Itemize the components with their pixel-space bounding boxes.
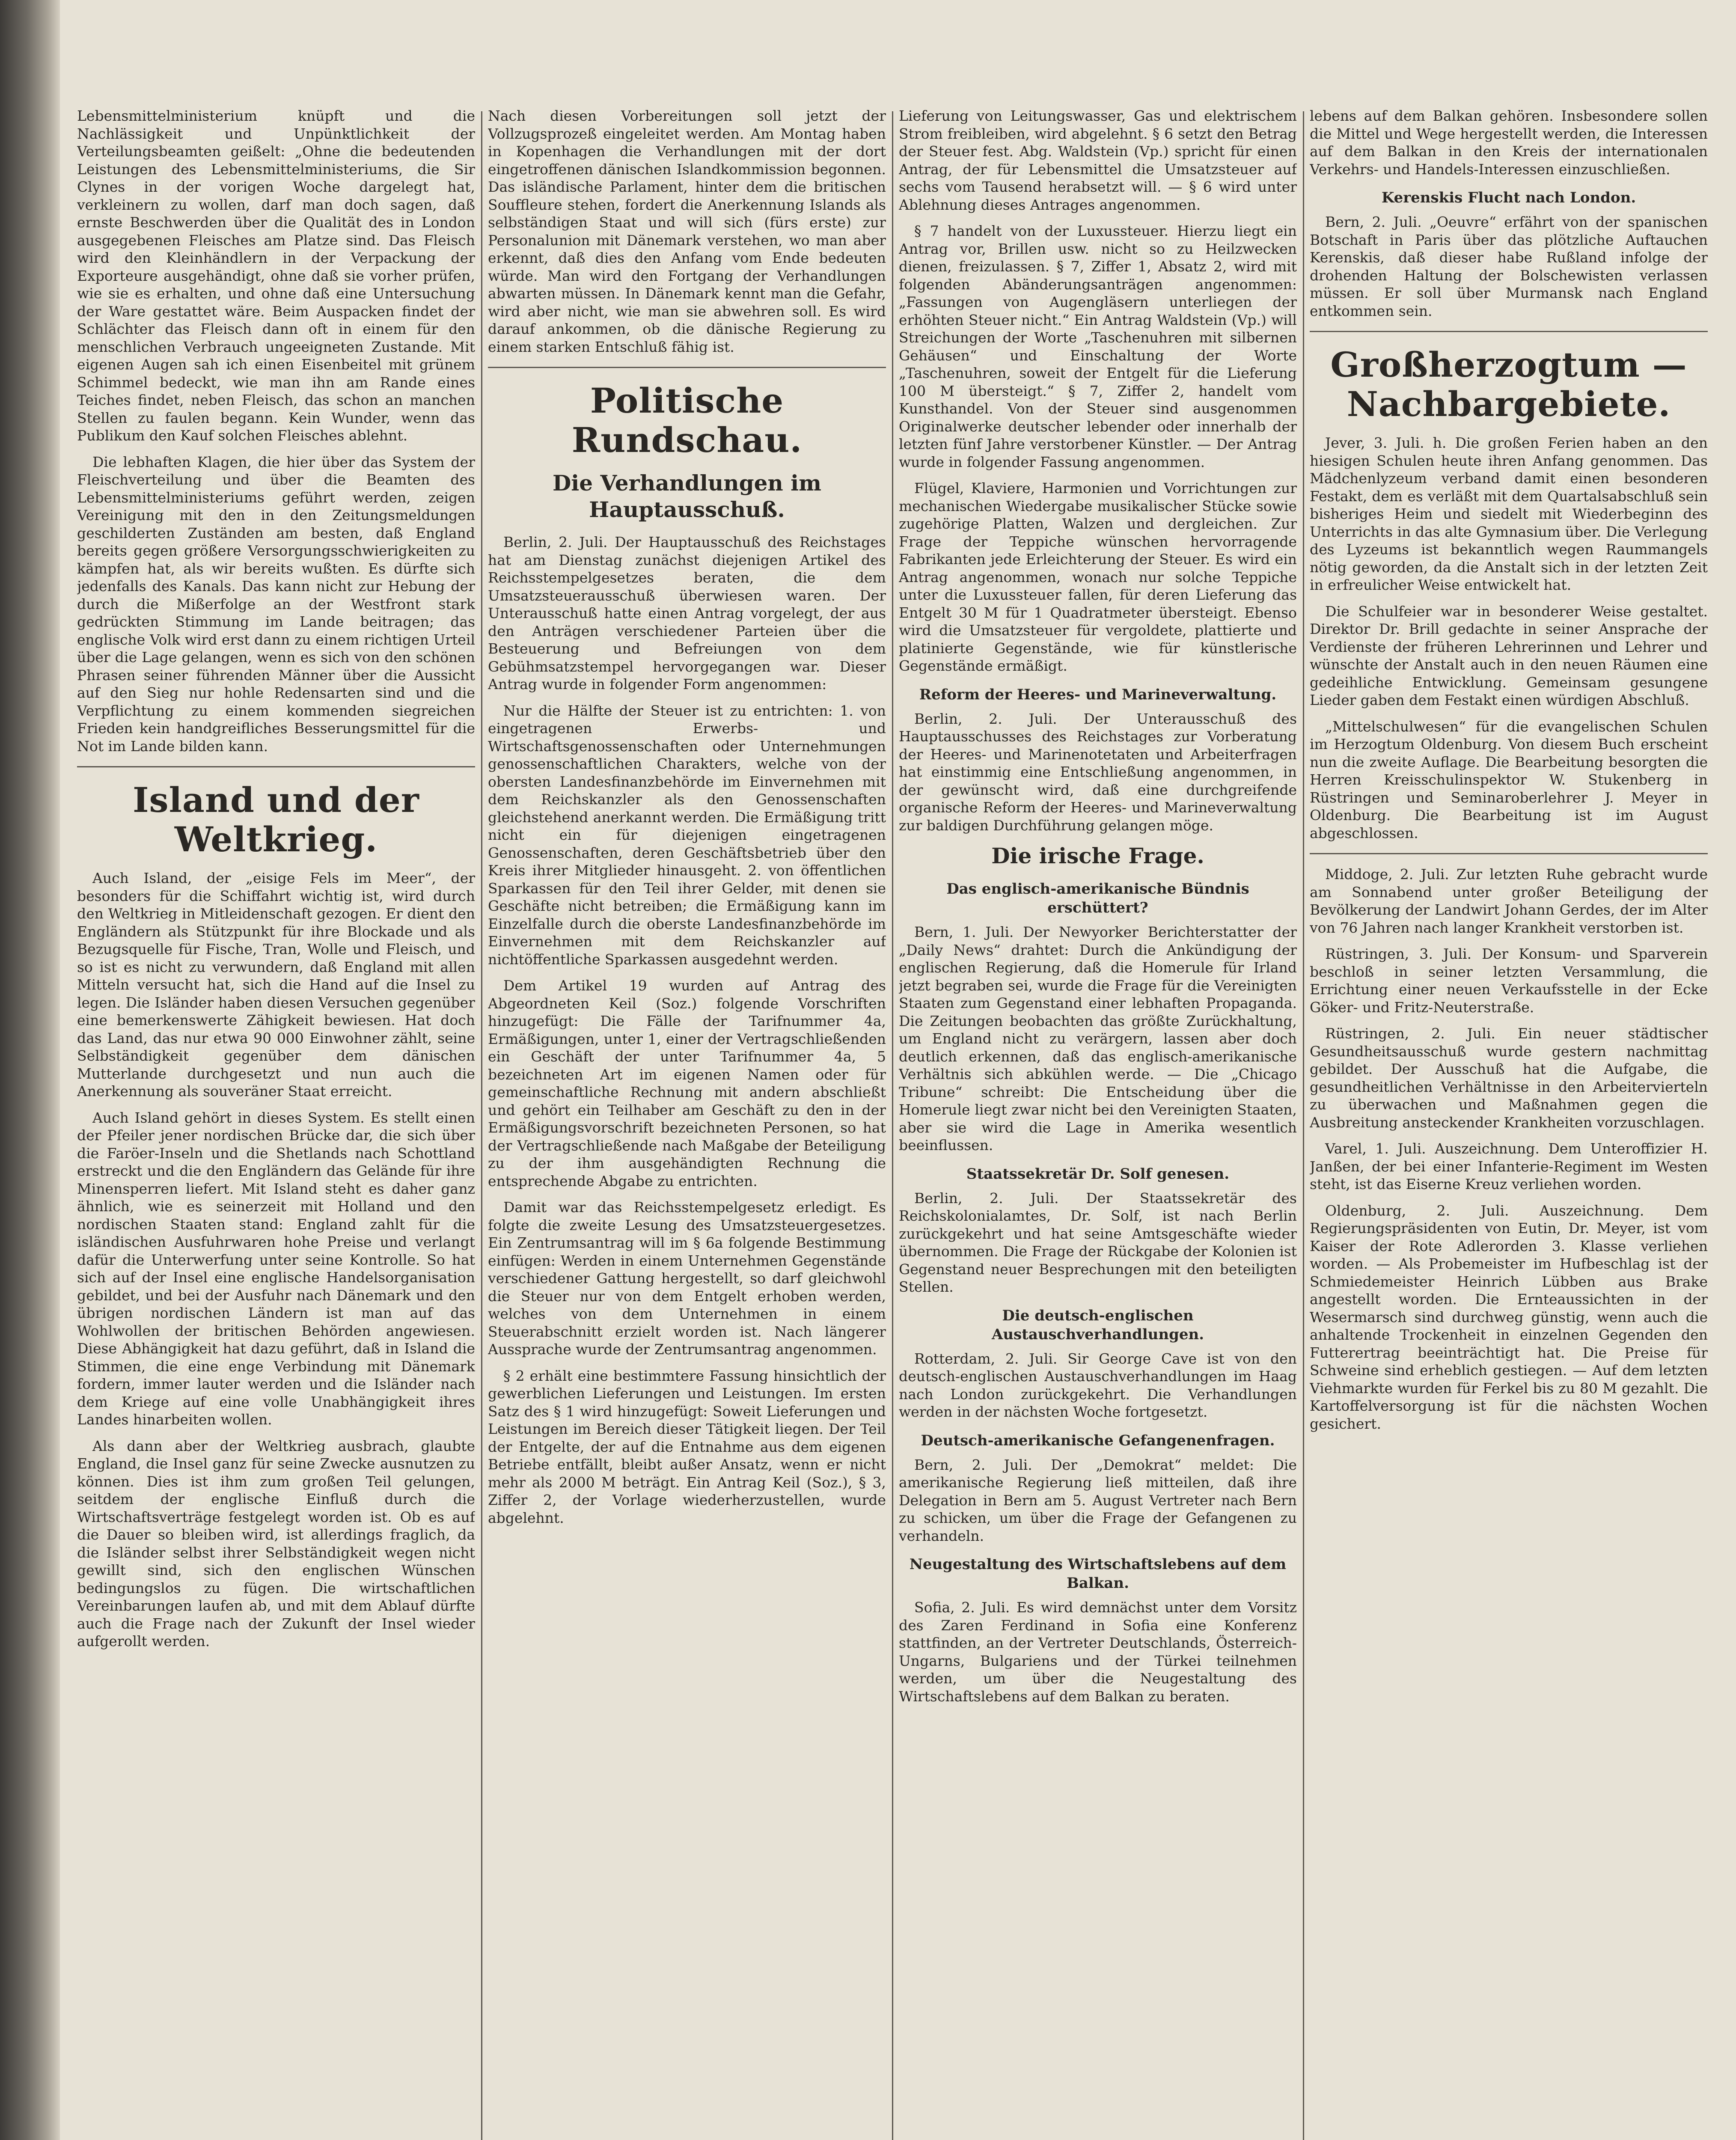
column-4: [1310, 107, 1708, 2140]
column-3: [899, 107, 1297, 2140]
article-text: Lebensmittelministerium knüpft und die Nachlässigkeit und Unpünktlichkeit der Verteilungsbeamten geißelt: „Ohne die bedeutenden Leistungen des Lebensmittelministeriums, die Sir Clynes in der vorigen Woche dargelegt hat, verkleinern zu wollen, darf man doch sagen, daß ernste Beschwerden über die Qualität des in London ausgegebenen Fleisches am Platze sind. Das Fleisch wird den Kleinhändlern in der Verpackung der Exporteure ausgehändigt, ohne daß sie vorher prüfen, wie sie es erhalten, und ohne daß eine Untersuchung der Ware gestattet wäre. Beim Auspacken findet der Schlächter das Fleisch dann oft in einem für den menschlichen Verbrauch ungeeigneten Zustande. Mit eigenen Augen sah ich einen Eisenbeitel mit grünem Schimmel bedeckt, wie man ihn am Rande eines Teiches findet, neben Fleisch, das schon an manchen Stellen zu faulen begann. Kein Wunder, wenn das Publikum den Kauf solchen Fleisches ablehnt.: [77, 107, 475, 444]
article-text: Dem Artikel 19 wurden auf Antrag des Abgeordneten Keil (Soz.) folgende Vorschriften hinzugefügt: Die Fälle der Tarifnummer 4a, Ermäßigungen, unter 1, einer der Vertragschließenden ein Geschäft der unter Tarifnummer 4a, 5 bezeichneten Art im eigenen Namen oder für gemeinschaftliche Rechnung mit andern abschließt und gehört ein Teilhaber am Geschäft zu den in der Ermäßigungsvorschrift bezeichneten Personen, so hat der Vertragschließende nach Maßgabe der Beteiligung zu der ihm ausgehändigten Rechnung die entsprechende Abgabe zu entrichten.: [488, 977, 886, 1189]
article-text: lebens auf dem Balkan gehören. Insbesondere sollen die Mittel und Wege hergestellt werden, die Interessen auf dem Balkan in den Kreis der internationalen Verkehrs- und Handels-Interessen einzuschließen.: [1310, 107, 1708, 178]
article-text: Middoge, 2. Juli. Zur letzten Ruhe gebracht wurde am Sonnabend unter großer Beteiligung der Bevölkerung der Landwirt Johann Gerdes, der im Alter von 76 Jahren nach langer Krankheit verstorben ist.: [1310, 866, 1708, 936]
article-text: Auch Island gehört in dieses System. Es stellt einen der Pfeiler jener nordischen Brücke dar, die sich über die Faröer-Inseln und die Shetlands nach Schottland erstreckt und die den Engländern das Gelände für ihre Minensperren liefert. Mit Island steht es daher ganz ähnlich, wie es seinerzeit mit Holland und den nordischen Staaten stand: England zahlt für die isländischen Ausfuhrwaren hohe Preise und verlangt dafür die Unterwerfung unter seine Kontrolle. So hat sich auf der Insel eine englische Handelsorganisation gebildet, und bei der Ausfuhr nach Dänemark und den übrigen nordischen Ländern ist man auf das Wohlwollen der britischen Behörden angewiesen. Diese Abhängigkeit hat dazu geführt, daß in Island die Stimmen, die eine enge Verbindung mit Dänemark fordern, immer lauter werden und die Isländer nach dem Kriege auf eine volle Unabhängigkeit ihres Landes hinarbeiten wollen.: [77, 1109, 475, 1428]
section-heading-politische-rundschau: Politische Rundschau.: [571, 380, 803, 460]
article-text: Sofia, 2. Juli. Es wird demnächst unter dem Vorsitz des Zaren Ferdinand in Sofia eine Konferenz stattfinden, an der Vertreter Deutschlands, Österreich-Ungarns, Bulgariens und der Türkei teilnehmen werden, um über die Neugestaltung des Wirtschaftslebens auf dem Balkan zu beraten.: [899, 1599, 1297, 1705]
article-text: Nur die Hälfte der Steuer ist zu entrichten: 1. von eingetragenen Erwerbs- und Wirtschaftsgenossenschaften oder Unternehmungen genossenschaftlichen Charakters, welche von der obersten Landesfinanzbehörde im Einvernehmen mit dem Reichskanzler als den Genossenschaften gleichstehend anerkannt werden. Die Ermäßigung tritt nicht ein für diejenigen eingetragenen Genossenschaften, deren Geschäftsbetrieb über den Kreis ihrer Mitglieder hinausgeht. 2. von öffentlichen Sparkassen für den Teil ihrer Gelder, mit denen sie Geschäfte nicht betreiben; die Ermäßigung kann im Einzelfalle durch die oberste Landesfinanzbehörde im Einvernehmen mit dem Reichskanzler auf nichtöffentliche Sparkassen ausgedehnt werden.: [488, 702, 886, 968]
article-text: Berlin, 2. Juli. Der Unterausschuß des Hauptausschusses des Reichstages zur Vorberatung der Heeres- und Marinenotetaten und Arbeiterfragen hat einstimmig eine Entschließung angenommen, in der gewünscht wird, daß eine durchgreifende organische Reform der Heeres- und Marineverwaltung zur baldigen Durchführung gelangen möge.: [899, 710, 1297, 834]
section-divider: [488, 367, 886, 368]
article-heading: Neugestaltung des Wirtschaftslebens auf dem Balkan.: [909, 1556, 1287, 1592]
article-text: Oldenburg, 2. Juli. Auszeichnung. Dem Regierungspräsidenten von Eutin, Dr. Meyer, ist vom Kaiser der Rote Adlerorden 3. Klasse verliehen worden. — Als Probemeister im Hufbeschlag ist der Schmiedemeister Heinrich Lübben aus Brake angestellt worden. Die Ernteaussichten in der Wesermarsch sind durchweg günstig, wenn auch die anhaltende Trockenheit in einzelnen Gegenden den Futterertrag beeinträchtigt hat. Die Preise für Schweine sind erheblich gestiegen. — Auf dem letzten Viehmarkte wurden für Ferkel bis zu 80 M gezahlt. Die Kartoffelversorgung ist für die nächsten Wochen gesichert.: [1310, 1202, 1708, 1432]
section-divider: [1310, 853, 1708, 854]
article-heading-irische-frage: Die irische Frage.: [991, 843, 1204, 868]
article-text: Jever, 3. Juli. h. Die großen Ferien haben an den hiesigen Schulen heute ihren Anfang genommen. Das Mädchenlyzeum verband damit einen besonderen Festakt, dem es verläßt mit dem Quartalsabschluß sein bisheriges Heim und siedelt mit Wiederbeginn des Unterrichts in das alte Gymnasium über. Die Verlegung des Lyzeums ist bekanntlich wegen Raummangels nötig geworden, da die Anstalt sich in der letzten Zeit in erfreulicher Weise entwickelt hat.: [1310, 434, 1708, 593]
article-text: Auch Island, der „eisige Fels im Meer“, der besonders für die Schiffahrt wichtig ist, wird durch den Weltkrieg in Mitleidenschaft gezogen. Er dient den Engländern als Stützpunkt für ihre Blockade und als Bezugsquelle für Fische, Tran, Wolle und Fleisch, und so ist es nicht zu verwundern, daß England mit allen Mitteln versucht hat, sich die Hand auf die Insel zu legen. Die Isländer haben diesen Versuchen gegenüber eine bemerkenswerte Zähigkeit bewiesen. Hat doch das Land, das nur etwa 90 000 Einwohner zählt, seine Selbständigkeit gegenüber dem dänischen Mutterlande durchgesetzt und nun auch die Anerkennung als souveräner Staat erreicht.: [77, 870, 475, 1100]
section-divider: [77, 766, 475, 767]
article-text: Berlin, 2. Juli. Der Staatssekretär des Reichskolonialamtes, Dr. Solf, ist nach Berlin zurückgekehrt und hat seine Amtsgeschäfte wieder übernommen. Die Frage der Rückgabe der Kolonien ist Gegenstand neuer Besprechungen mit den beteiligten Stellen.: [899, 1189, 1297, 1295]
article-text: Bern, 2. Juli. „Oeuvre“ erfährt von der spanischen Botschaft in Paris über das plötzliche Auftauchen Kerenskis, daß dieser habe Rußland infolge der drohenden Haltung der Bolschewisten verlassen müssen. Er soll über Murmansk nach England entkommen sein.: [1310, 214, 1708, 319]
article-text: Rüstringen, 2. Juli. Ein neuer städtischer Gesundheitsausschuß wurde gestern nachmittag gebildet. Der Ausschuß hat die Aufgabe, die gesundheitlichen Verhältnisse in den Arbeitervierteln zu überwachen und Maßnahmen gegen die Ausbreitung ansteckender Krankheiten vorzuschlagen.: [1310, 1025, 1708, 1131]
article-subheading: Die Verhandlungen im Hauptausschuß.: [552, 470, 822, 522]
article-heading: Kerenskis Flucht nach London.: [1381, 189, 1636, 206]
article-heading: Staatssekretär Dr. Solf genesen.: [966, 1165, 1230, 1183]
article-text: Damit war das Reichsstempelgesetz erledigt. Es folgte die zweite Lesung des Umsatzsteuergesetzes. Ein Zentrumsantrag will im § 6a folgende Bestimmung einfügen: Werden in einem Unternehmen Gegenstände verschiedener Gattung hergestellt, so darf gleichwohl die Steuer nur von dem Entgelt erhoben werden, welches von dem Unternehmen in einem Steuerabschnitt erzielt worden ist. Nach längerer Aussprache wurde der Zentrumsantrag angenommen.: [488, 1199, 886, 1358]
article-heading: Deutsch-amerikanische Gefangenenfragen.: [921, 1432, 1275, 1449]
newspaper-page: [77, 107, 1721, 2140]
article-text: Varel, 1. Juli. Auszeichnung. Dem Unteroffizier H. Janßen, der bei einer Infanterie-Regiment im Westen steht, ist das Eiserne Kreuz verliehen worden.: [1310, 1140, 1708, 1192]
section-heading-nachbargebiete: Großherzogtum — Nachbargebiete.: [1330, 345, 1687, 424]
article-text: Rüstringen, 3. Juli. Der Konsum- und Sparverein beschloß in seiner letzten Versammlung, die Errichtung einer neuen Verkaufsstelle in der Ecke Göker- und Fritz-Neuterstraße.: [1310, 945, 1708, 1016]
section-heading-island: Island und der Weltkrieg.: [133, 780, 419, 859]
article-subheading: Das englisch-amerikanische Bündnis erschüttert?: [946, 880, 1249, 916]
column-2: [488, 107, 886, 2140]
article-heading: Reform der Heeres- und Marineverwaltung.: [919, 686, 1277, 703]
article-text: § 7 handelt von der Luxussteuer. Hierzu liegt ein Antrag vor, Brillen usw. nicht so zu Heilzwecken dienen, freizulassen. § 7, Ziffer 1, Absatz 2, wird mit folgenden Abänderungsanträgen angenommen: „Fassungen von Augengläsern unterliegen der erhöhten Steuer nicht.“ Ein Antrag Waldstein (Vp.) will Streichungen der Worte „Taschenuhren mit silbernen Gehäusen“ und Einschaltung der Worte „Taschenuhren, soweit der Entgelt für die Lieferung 100 M übersteigt.“ § 7, Ziffer 2, handelt vom Kunsthandel. Von der Steuer sind ausgenommen Originalwerke deutscher lebender oder innerhalb der letzten fünf Jahre verstorbener Künstler. — Der Antrag wurde in folgender Fassung angenommen.: [899, 223, 1297, 470]
article-text: Als dann aber der Weltkrieg ausbrach, glaubte England, die Insel ganz für seine Zwecke ausnutzen zu können. Dies ist ihm zum großen Teil gelungen, seitdem der englische Einfluß durch die Wirtschaftsverträge festgelegt worden ist. Ob es auf die Dauer so bleiben wird, ist allerdings fraglich, da die Isländer selbst ihrer Selbständigkeit wegen nicht gewillt sind, sich den englischen Wünschen bedingungslos zu fügen. Die wirtschaftlichen Vereinbarungen laufen ab, und mit dem Ablauf dürfte auch die Frage nach der Zukunft der Insel wieder aufgerollt werden.: [77, 1437, 475, 1650]
book-binding-edge: [0, 0, 60, 2140]
article-text: Bern, 2. Juli. Der „Demokrat“ meldet: Die amerikanische Regierung ließ mitteilen, daß ihre Delegation in Bern am 5. August Vertreter nach Bern zu schicken, um über die Frage der Gefangenen zu verhandeln.: [899, 1456, 1297, 1544]
article-text: Flügel, Klaviere, Harmonien und Vorrichtungen zur mechanischen Wiedergabe musikalischer Stücke sowie zugehörige Platten, Walzen und dergleichen. Zur Frage der Teppiche wünschen hervorragende Fabrikanten jede Erleichterung der Steuer. Es wird ein Antrag angenommen, wonach nur solche Teppiche unter die Luxussteuer fallen, für deren Lieferung das Entgelt 30 M für 1 Quadratmeter übersteigt. Ebenso wird die Umsatzsteuer für vergoldete, plattierte und platinierte Gegenstände, wie für künstlerische Gegenstände ermäßigt.: [899, 480, 1297, 674]
column-1: [77, 107, 475, 2140]
article-text: Berlin, 2. Juli. Der Hauptausschuß des Reichstages hat am Dienstag zunächst diejenigen Artikel des Reichsstempelgesetzes beraten, die dem Umsatzsteuerausschuß überwiesen waren. Der Unterausschuß hatte einen Antrag vorgelegt, der aus den Anträgen verschiedener Parteien über die Besteuerung und Befreiungen von dem Gebühmsatzstempel hervorgegangen war. Dieser Antrag wurde in folgender Form angenommen:: [488, 534, 886, 693]
article-heading: Die deutsch-englischen Austauschverhandlungen.: [991, 1307, 1204, 1343]
column-rule: [1303, 111, 1304, 2140]
column-rule: [892, 111, 893, 2140]
article-text: „Mittelschulwesen“ für die evangelischen Schulen im Herzogtum Oldenburg. Von diesem Buch erscheint nun die zweite Auflage. Die Bearbeitung besorgten die Herren Kreisschulinspektor W. Stukenberg in Rüstringen und Seminaroberlehrer J. Meyer in Oldenburg. Die Bearbeitung ist im August abgeschlossen.: [1310, 718, 1708, 841]
column-rule: [481, 111, 482, 2140]
article-text: Nach diesen Vorbereitungen soll jetzt der Vollzugsprozeß eingeleitet werden. Am Montag haben in Kopenhagen die Verhandlungen mit der dort eingetroffenen dänischen Islandkommission begonnen. Das isländische Parlament, hinter dem die britischen Souffleure stehen, fordert die Anerkennung Islands als selbständigen Staat und will sich (fürs erste) zur Personalunion mit Dänemark verstehen, wo man aber erkennt, daß dies den Anfang vom Ende bedeuten würde. Man wird den Fortgang der Verhandlungen abwarten müssen. In Dänemark kennt man die Gefahr, wird aber nicht, wie man sie abwehren soll. Es wird darauf ankommen, ob die dänische Regierung zu einem starken Entschluß fähig ist.: [488, 107, 886, 355]
article-text: § 2 erhält eine bestimmtere Fassung hinsichtlich der gewerblichen Lieferungen und Leistungen. Im ersten Satz des § 1 wird hinzugefügt: Soweit Lieferungen und Leistungen im Bereich dieser Tätigkeit liegen. Der Teil der Entgelte, der auf die Entnahme aus dem eigenen Betriebe entfällt, bleibt außer Ansatz, wenn er nicht mehr als 2000 M beträgt. Ein Antrag Keil (Soz.), § 3, Ziffer 2, der Vorlage wiederherzustellen, wurde abgelehnt.: [488, 1367, 886, 1526]
article-text: Die lebhaften Klagen, die hier über das System der Fleischverteilung und über die Beamten des Lebensmittelministeriums geführt werden, zeigen Vereinigung mit den in den Zeitungsmeldungen geschilderten Zuständen am besten, daß England bereits gegen größere Versorgungsschwierigkeiten zu kämpfen hat, als wir bereits wußten. Es dürfte sich jedenfalls des Kanals. Das kann nicht zur Hebung der durch die Mißerfolge an der Westfront stark gedrückten Stimmung im Lande beitragen; das englische Volk wird erst dann zu einem richtigen Urteil über die Lage gelangen, wenn es sich von den schönen Phrasen seiner führenden Männer über die Aussicht auf den Sieg nur hohle Redensarten sind und die Verpflichtung zu einem kommenden siegreichen Frieden kein handgreifliches Besserungsmittel für die Not im Lande bilden kann.: [77, 453, 475, 755]
article-text: Bern, 1. Juli. Der Newyorker Berichterstatter der „Daily News“ drahtet: Durch die Ankündigung der englischen Regierung, daß die Homerule für Irland jetzt begraben sei, wurde die Frage für die Vereinigten Staaten zum Gegenstand einer lebhaften Propaganda. Die Zeitungen beobachten das größte Zurückhaltung, um England nicht zu verärgern, lassen aber doch deutlich erkennen, daß das englisch-amerikanische Verhältnis sich abkühlen werde. — Die „Chicago Tribune“ schreibt: Die Entscheidung über die Homerule liegt zwar nicht bei den Vereinigten Staaten, aber sie wird die Lage in Amerika wesentlich beeinflussen.: [899, 924, 1297, 1153]
section-divider: [1310, 331, 1708, 332]
article-text: Rotterdam, 2. Juli. Sir George Cave ist von den deutsch-englischen Austauschverhandlungen im Haag nach London zurückgekehrt. Die Verhandlungen werden in der nächsten Woche fortgesetzt.: [899, 1350, 1297, 1420]
article-text: Lieferung von Leitungswasser, Gas und elektrischem Strom freibleiben, wird abgelehnt. § 6 setzt den Betrag der Steuer fest. Abg. Waldstein (Vp.) spricht für einen Antrag, der für Lebensmittel die Umsatzsteuer auf sechs vom Tausend herabsetzt will. — § 6 wird unter Ablehnung dieses Antrages angenommen.: [899, 107, 1297, 213]
article-text: Die Schulfeier war in besonderer Weise gestaltet. Direktor Dr. Brill gedachte in seiner Ansprache der Verdienste der früheren Lehrerinnen und Lehrer und wünschte der Anstalt auch in den neuen Räumen eine gedeihliche Entwicklung. Gemeinsam gesungene Lieder gaben dem Festakt einen würdigen Abschluß.: [1310, 603, 1708, 708]
